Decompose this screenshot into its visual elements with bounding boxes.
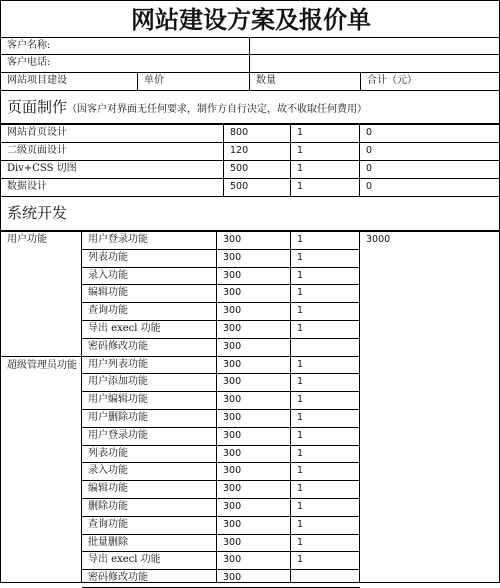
col-divider [81, 230, 82, 582]
feature-price: 300 [223, 252, 242, 263]
page-item-price: 500 [230, 163, 249, 174]
feature-price: 300 [223, 430, 242, 441]
feature-name: 用户登录功能 [88, 234, 148, 245]
page-item-qty: 1 [297, 145, 304, 156]
feature-price: 300 [223, 412, 242, 423]
page-item-qty: 1 [297, 163, 304, 174]
feature-name: 编辑功能 [88, 287, 128, 298]
page-item-qty: 1 [297, 127, 304, 138]
feature-price: 300 [223, 341, 242, 352]
page-item-total: 0 [366, 127, 373, 138]
feature-qty: 1 [297, 412, 304, 423]
feature-price: 300 [223, 323, 242, 334]
feature-name: 用户登录功能 [88, 430, 148, 441]
feature-qty: 1 [297, 465, 304, 476]
feature-qty: 1 [297, 537, 304, 548]
page-item-price: 500 [230, 181, 249, 192]
feature-qty: 1 [297, 448, 304, 459]
page-item-name: 网站首页设计 [7, 127, 67, 138]
feature-qty: 1 [297, 234, 304, 245]
feature-price: 300 [223, 376, 242, 387]
col-divider [216, 230, 217, 582]
feature-name: 录入功能 [88, 465, 128, 476]
feature-name: 导出 execl 功能 [88, 323, 161, 334]
feature-price: 300 [223, 483, 242, 494]
page-item-name: Div+CSS 切图 [7, 163, 77, 174]
admin-group-label: 超级管理员功能 [7, 360, 77, 371]
feature-qty: 1 [297, 323, 304, 334]
feature-name: 导出 execl 功能 [88, 554, 161, 565]
col-divider [359, 230, 360, 582]
feature-price: 300 [223, 305, 242, 316]
feature-name: 列表功能 [88, 252, 128, 263]
feature-name: 用户添加功能 [88, 376, 148, 387]
feature-qty: 1 [297, 359, 304, 370]
feature-price: 300 [223, 270, 242, 281]
feature-qty: 1 [297, 270, 304, 281]
feature-price: 300 [223, 394, 242, 405]
feature-price: 300 [223, 501, 242, 512]
page-item-price: 120 [230, 145, 249, 156]
feature-qty: 1 [297, 287, 304, 298]
feature-name: 查询功能 [88, 305, 128, 316]
section-page-production-note: （因客户对界面无任何要求，制作方自行决定，故不收取任何费用） [67, 104, 368, 115]
section-system-dev: 系统开发 [7, 204, 68, 222]
feature-price: 300 [223, 554, 242, 565]
feature-qty: 1 [297, 394, 304, 405]
feature-price: 300 [223, 537, 242, 548]
feature-name: 用户删除功能 [88, 412, 148, 423]
feature-qty: 1 [297, 519, 304, 530]
feature-name: 用户列表功能 [88, 359, 148, 370]
page-item-qty: 1 [297, 181, 304, 192]
col-divider [290, 123, 291, 197]
document-title: 网站建设方案及报价单 [1, 1, 500, 38]
feature-name: 编辑功能 [88, 483, 128, 494]
feature-qty: 1 [297, 430, 304, 441]
feature-qty: 1 [297, 554, 304, 565]
feature-price: 300 [223, 287, 242, 298]
header-total: 合计（元） [367, 75, 417, 86]
header-qty: 数量 [256, 75, 276, 86]
feature-name: 删除功能 [88, 501, 128, 512]
feature-name: 批量删除 [88, 537, 128, 548]
feature-price: 300 [223, 359, 242, 370]
page-item-price: 800 [230, 127, 249, 138]
col-divider [359, 123, 360, 197]
feature-qty: 1 [297, 305, 304, 316]
header-price: 单价 [144, 75, 164, 86]
feature-name: 用户编辑功能 [88, 394, 148, 405]
col-divider [290, 230, 291, 582]
feature-qty: 1 [297, 501, 304, 512]
feature-name: 密码修改功能 [88, 341, 148, 352]
page-item-total: 0 [366, 145, 373, 156]
feature-price: 300 [223, 465, 242, 476]
user-group-label: 用户功能 [7, 234, 47, 245]
user-group-total: 3000 [366, 234, 391, 245]
page-item-name: 二级页面设计 [7, 145, 67, 156]
feature-qty: 1 [297, 483, 304, 494]
row-divider [1, 196, 500, 197]
section-page-production-title: 页面制作 [7, 98, 68, 116]
feature-name: 录入功能 [88, 270, 128, 281]
page-item-total: 0 [366, 163, 373, 174]
feature-name: 列表功能 [88, 448, 128, 459]
col-divider [223, 123, 224, 197]
header-item: 网站项目建设 [7, 75, 67, 86]
page-item-total: 0 [366, 181, 373, 192]
feature-name: 查询功能 [88, 519, 128, 530]
feature-qty: 1 [297, 376, 304, 387]
feature-name: 密码修改功能 [88, 572, 148, 583]
page-item-name: 数据设计 [7, 181, 47, 192]
client-name-label: 客户名称: [7, 40, 51, 51]
feature-qty: 1 [297, 252, 304, 263]
client-phone-label: 客户电话: [7, 57, 51, 68]
feature-price: 300 [223, 448, 242, 459]
section-page-production [1, 97, 367, 120]
feature-price: 300 [223, 234, 242, 245]
feature-price: 300 [223, 572, 242, 583]
feature-price: 300 [223, 519, 242, 530]
